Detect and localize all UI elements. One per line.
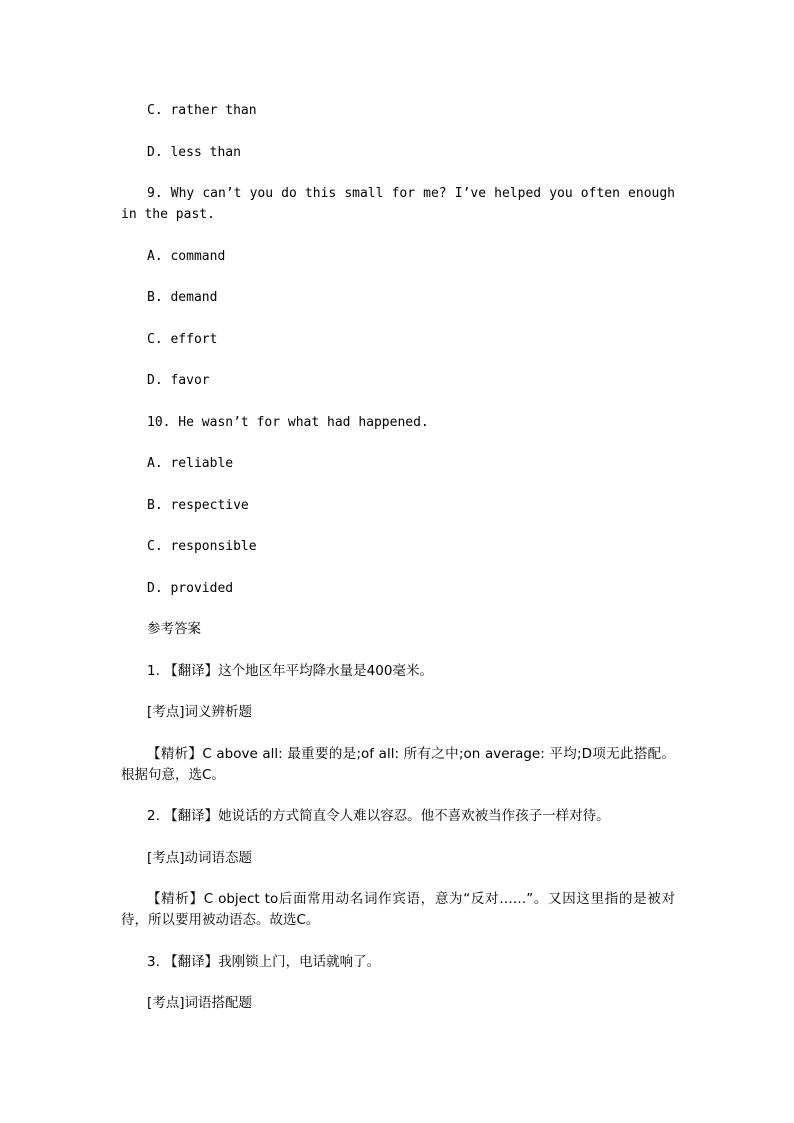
document-page [121,100,675,1035]
question-9: 9. Why can’t you do this small for me? I’ve helped you often enough in the past. [121,186,675,222]
question-10: 10. He wasn’t for what had happened. [147,414,429,430]
option-10b: B. respective [147,497,249,513]
option-9d: D. favor [147,373,210,388]
answers-heading: 参考答案 [147,621,201,637]
option-10a: A. reliable [147,456,234,471]
option-9c: C. effort [147,331,218,347]
option-8c: C. rather than [147,103,257,118]
answer-3-translation: 3. 【翻译】我刚锁上门，电话就响了。 [147,953,381,970]
option-9b: B. demand [147,290,218,305]
answer-2-topic: [考点]动词语态题 [147,849,253,866]
answer-1-analysis: 【精析】C above all: 最重要的是;of all: 所有之中;on average: 平均;D项无此搭配。根据句意，选C。 [121,745,675,783]
answer-2-translation: 2. 【翻译】她说话的方式简直令人难以容忍。他不喜欢被当作孩子一样对待。 [147,808,610,824]
option-9a: A. command [147,248,226,264]
option-8d: D. less than [147,144,241,160]
answer-1-translation: 1. 【翻译】这个地区年平均降水量是400毫米。 [147,662,433,679]
answer-2-analysis: 【精析】C object to后面常用动名词作宾语，意为“反对……”。又因这里指的是被对待，所以要用被动语态。故选C。 [121,891,675,928]
option-10c: C. responsible [147,539,257,554]
option-10d: D. provided [147,580,234,596]
answer-3-topic: [考点]词语搭配题 [147,995,253,1011]
answer-1-topic: [考点]词义辨析题 [147,704,253,720]
